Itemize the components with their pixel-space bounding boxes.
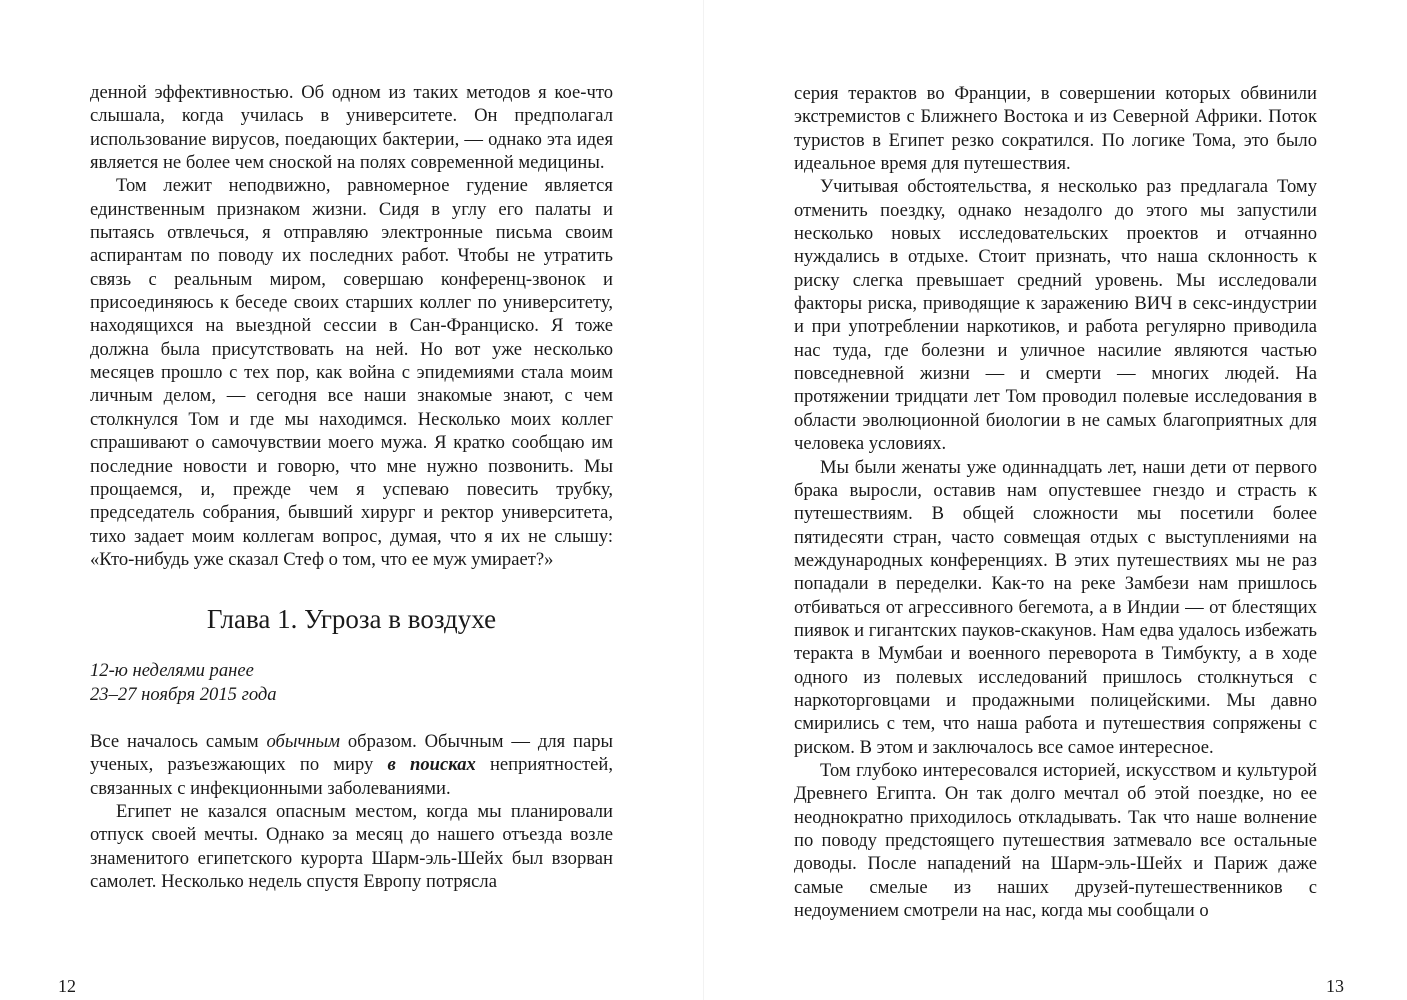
page-number-right: 13 — [1326, 976, 1344, 996]
emphasis-bold-italic: в поисках — [387, 754, 476, 776]
page-number-left: 12 — [58, 976, 76, 996]
text-run: Все началось самым — [90, 730, 267, 752]
paragraph: серия терактов во Франции, в совершении которых обвинили экстремистов с Ближнего Востока и из Северной Африки. Поток туристов в Египет резко сократился. По логике Тома, это было идеальное время для путешествия. — [794, 83, 1317, 175]
right-page — [704, 0, 1407, 1000]
chapter-title: Глава 1. Угроза в воздухе — [206, 604, 497, 635]
paragraph: Учитывая обстоятельства, я несколько раз предлагала Тому отменить поездку, однако незадолго до этого мы запустили несколько новых исследовательских проектов и отчаянно нуждались в отдыхе. Стоит признать, что наша склонность к риску слегка превышает средний уровень. Мы исследовали факторы риска, приводящие к заражению ВИЧ в секс-индустрии и при употреблении наркотиков, и работа регулярно приводила нас туда, где болезни и уличное насилие являются частью повседневной жизни — и смерти — многих людей. На протяжении тридцати лет Том проводил полевые исследования в области эволюционной биологии в не самых благоприятных для человека условиях. — [794, 176, 1317, 455]
paragraph: Том глубоко интересовался историей, искусством и культурой Древнего Египта. Он так долго мечтал об этой поездке, но ее неоднократно приходилось откладывать. Так что наше волнение по поводу предстоящего путешествия затмевало все остальные доводы. После нападений на Шарм-эль-Шейх и Париж даже самые смелые из наших друзей-путешественников с недоумением смотрели на нас, когда мы сообщали о — [794, 759, 1317, 922]
paragraph — [90, 730, 613, 800]
left-page — [0, 0, 703, 1000]
emphasis-italic: обычным — [266, 730, 341, 752]
subhead-dates: 23–27 ноября 2015 года — [90, 683, 277, 705]
right-page-text — [794, 82, 1317, 922]
paragraph: Том лежит неподвижно, равномерное гудение является единственным признаком жизни. Сидя в углу его палаты и пытаясь отвлечься, я отправляю электронные письма своим аспирантам по поводу их последних работ. Чтобы не утратить связь с реальным миром, совершаю конференц-звонок и присоединяюсь к беседе своих старших коллег по университету, находящихся на выездной сессии в Сан-Франциско. Я тоже должна была присутствовать на ней. Но вот уже несколько месяцев прошло с тех пор, как война с эпидемиями стала моим личным делом, — сегодня все наши знакомые знают, с чем столкнулся Том и где мы находимся. Несколько моих коллег спрашивают о самочувствии моего мужа. Я кратко сообщаю им последние новости и говорю, что мне нужно позвонить. Мы прощаемся, и, прежде чем я успеваю повесить трубку, председатель собрания, бывший хирург и ректор университета, тихо задает моим коллегам вопрос, думая, что я их не слышу: «Кто-нибудь уже сказал Стеф о том, что ее муж умирает?» — [90, 175, 613, 570]
paragraph: Мы были женаты уже одиннадцать лет, наши дети от первого брака выросли, оставив нам опустевшее гнездо и страсть к путешествиям. В общей сложности мы посетили более пятидесяти стран, часто совмещая отдых с выступлениями на международных конференциях. В этих путешествиях мы не раз попадали в переделки. Как-то на реке Замбези нам пришлось отбиваться от агрессивного бегемота, а в Индии — от блестящих пиявок и гигантских пауков-скакунов. Нам едва удалось избежать теракта в Мумбаи и военного переворота в Тимбукту, а в ходе одного из полевых исследований пришлось столкнуться с наркоторговцами и продажными полицейскими. Мы давно смирились с тем, что наша работа и путешествия сопряжены с риском. В этом и заключалось все самое интересное. — [794, 456, 1317, 758]
text-run: образом. Обычным — для пары ученых, разъезжающих по миру — [90, 730, 613, 776]
chapter-subhead — [90, 659, 613, 706]
paragraph: денной эффективностью. Об одном из таких методов я кое-что слышала, когда училась в университете. Он предполагал использование вирусов, поедающих бактерии, — однако эта идея является не более чем сноской на полях современной медицины. — [90, 82, 613, 174]
left-page-text — [90, 81, 613, 893]
paragraph: Египет не казался опасным местом, когда мы планировали отпуск своей мечты. Однако за месяц до нашего отъезда возле знаменитого египетского курорта Шарм-эль-Шейх был взорван самолет. Несколько недель спустя Европу потрясла — [90, 800, 613, 892]
subhead-weeks-earlier: 12-ю неделями ранее — [90, 660, 254, 682]
text-run: неприятностей, связанных с инфекционными заболеваниями. — [90, 754, 613, 799]
